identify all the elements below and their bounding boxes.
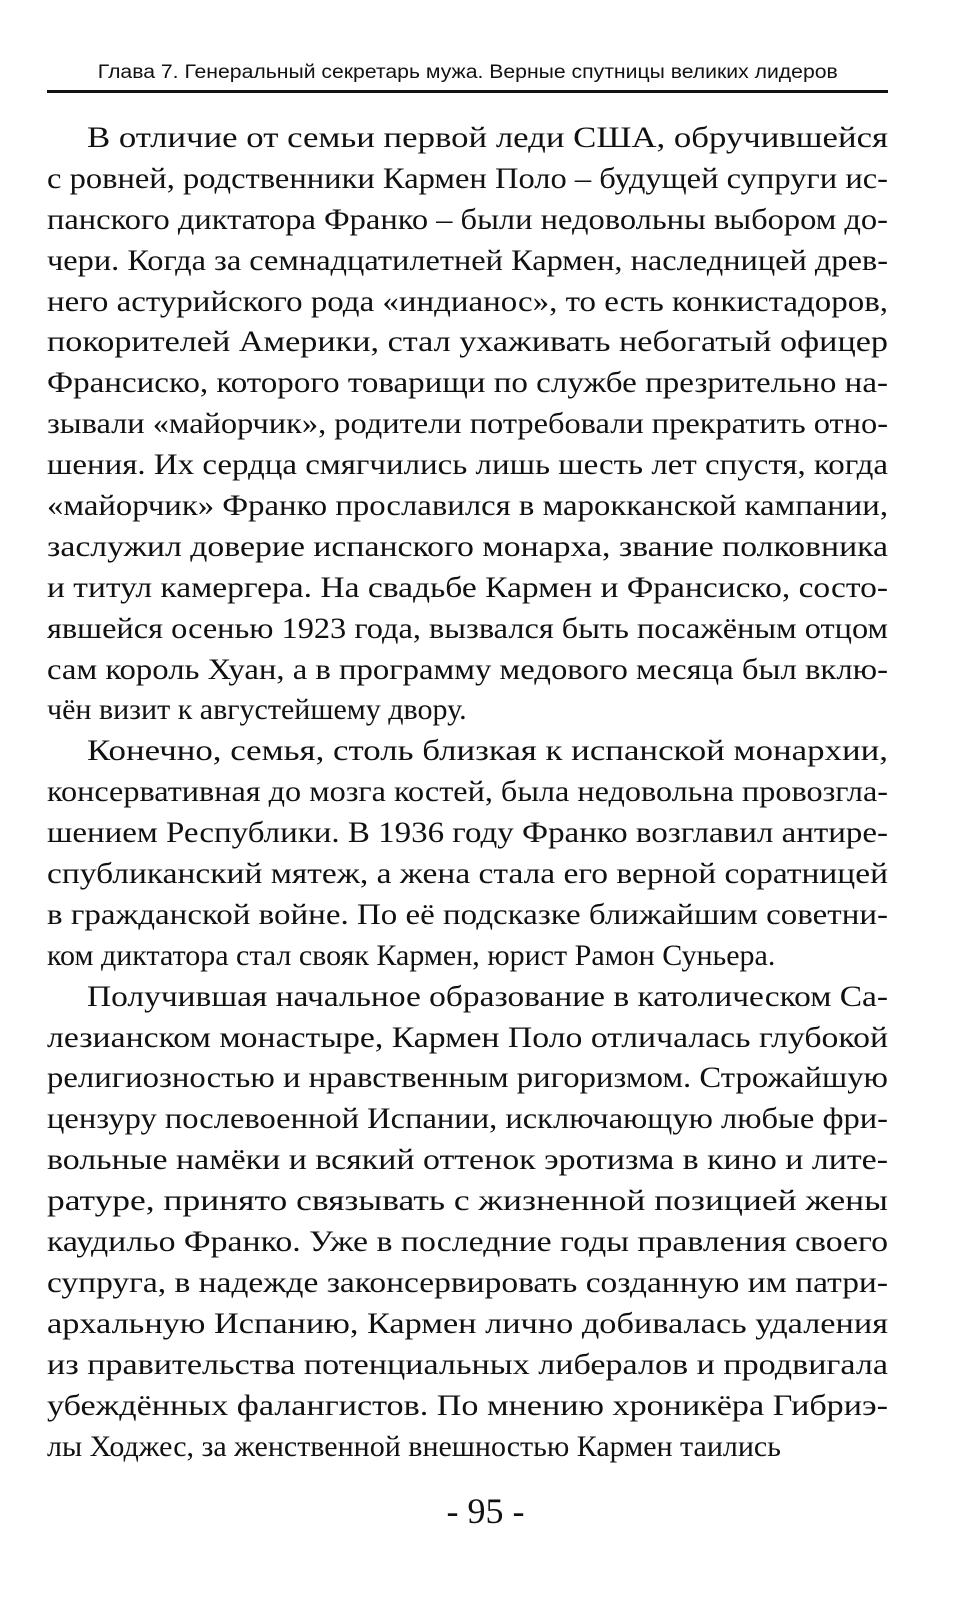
text-line [47,200,888,241]
text-line [47,241,888,282]
text-line [47,895,888,936]
text-line [47,1222,888,1263]
text-line-content: «майорчик» Франко прославился в марокканской кампании, [47,489,888,523]
text-line [47,1427,888,1468]
paragraph [47,977,888,1468]
text-line [47,527,888,568]
text-line [47,363,888,404]
text-line-content: вольные намёки и всякий оттенок эротизма в кино и лите- [47,1143,888,1177]
text-line [47,936,888,977]
text-line-content: ком диктатора стал свояк Кармен, юрист Рамон Суньера. [47,938,776,972]
paragraph [47,731,888,976]
text-line-content: чён визит к августейшему двору. [47,693,467,727]
text-line [47,1058,888,1099]
text-line-content: консервативная до мозга костей, была недовольна провозгла- [47,775,888,809]
text-line-content: цензуру послевоенной Испании, исключающую любые фри- [47,1102,888,1136]
text-line-content: шения. Их сердца смягчились лишь шесть лет спустя, когда [47,448,888,482]
text-line [47,690,888,731]
text-line-content: из правительства потенциальных либералов и продвигала [47,1347,888,1381]
text-line [47,1099,888,1140]
text-line [47,118,888,159]
text-line [47,404,888,445]
text-line-content: с ровней, родственники Кармен Поло – будущей супруги ис- [47,161,888,195]
text-line [47,486,888,527]
text-line-content: Франсиско, которого товарищи по службе презрительно на- [47,366,889,400]
text-line-content: явшейся осенью 1923 года, вызвался быть посажёным отцом [47,611,888,645]
text-line-content: В отличие от семьи первой леди США, обручившейся [87,121,888,154]
text-line-content: спубликанский мятеж, а жена стала его верной соратницей [47,857,889,891]
text-line-content: шением Республики. В 1936 году Франко возглавил антире- [47,816,888,850]
text-line [47,1263,888,1304]
header-rule [47,90,888,93]
text-line-content: каудильо Франко. Уже в последние годы правления своего [47,1225,888,1259]
text-line [47,1018,888,1059]
text-line [47,1345,888,1386]
text-line [47,1181,888,1222]
text-line-content: лы Ходжес, за женственной внешностью Кармен таились [47,1429,781,1463]
text-line-content: ратуре, принято связывать с жизненной позицией жены [47,1184,888,1218]
text-line [47,568,888,609]
text-line [47,282,888,323]
text-line-content: в гражданской войне. По её подсказке ближайшим советни- [47,897,888,931]
text-line-content: убеждённых фалангистов. По мнению хроникёра Гибриэ- [47,1388,888,1422]
text-line [47,650,888,691]
text-line [47,1386,888,1427]
text-line-content: покорителей Америки, стал ухаживать небогатый офицер [47,325,888,359]
text-line-content: сам король Хуан, а в программу медового месяца был вклю- [47,652,888,686]
text-line [47,322,888,363]
text-line [47,813,888,854]
text-line [47,977,888,1018]
paragraph [47,118,888,731]
text-line [47,772,888,813]
text-line-content: Получившая начальное образование в католическом Са- [87,979,888,1013]
text-line [47,445,888,486]
running-head [47,62,888,84]
page-number: - 95 - [446,1491,525,1531]
text-line [47,1140,888,1181]
text-line-content: религиозностью и нравственным ригоризмом. Строжайшую [47,1061,888,1095]
text-line-content: лезианском монастыре, Кармен Поло отличалась глубокой [47,1020,888,1054]
body-text [47,118,888,1467]
text-line [47,159,888,200]
text-line [47,1304,888,1345]
text-line-content: супруга, в надежде законсервировать созданную им патри- [47,1265,888,1299]
text-line [47,609,888,650]
text-line-content: заслужил доверие испанского монарха, звание полковника [47,529,888,563]
text-line-content: него астурийского рода «индианос», то есть конкистадоров, [47,284,888,318]
text-line-content: Конечно, семья, столь близкая к испанской монархии, [87,734,888,768]
text-line-content: зывали «майорчик», родители потребовали прекратить отно- [47,407,888,441]
running-head-text: Глава 7. Генеральный секретарь мужа. Верные спутницы великих лидеров [97,62,838,83]
text-line [47,731,888,772]
text-line [47,854,888,895]
text-line-content: чери. Когда за семнадцатилетней Кармен, наследницей древ- [47,243,889,277]
text-line-content: архальную Испанию, Кармен лично добивалась удаления [47,1306,888,1340]
text-line-content: и титул камергера. На свадьбе Кармен и Франсиско, состо- [47,570,888,604]
text-line-content: панского диктатора Франко – были недовольны выбором до- [47,202,888,236]
